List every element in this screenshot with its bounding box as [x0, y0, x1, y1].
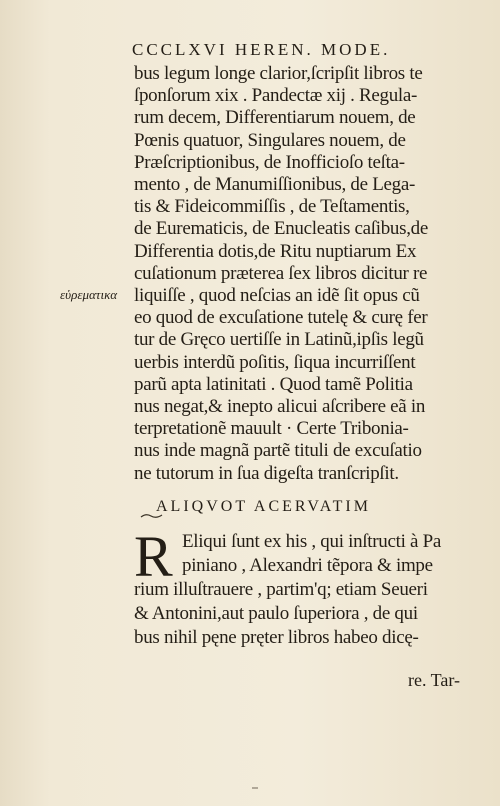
text-line: cuſationum præterea ſex libros dicitur re	[134, 262, 428, 284]
text-line: parũ apta latinitati . Quod tamẽ Politia	[134, 373, 413, 395]
text-line: nus negat,& inepto alicui aſcribere eã in	[134, 396, 426, 417]
text-line: Pœnis quatuor, Singulares nouem, de	[134, 129, 406, 151]
section-line: & Antonini,aut paulo ſuperiora , de qui	[134, 603, 418, 624]
text-line: nus inde magnã partẽ tituli de excuſatio	[134, 440, 422, 462]
text-line: Præſcriptionibus, de Inofficioſo teſta-	[134, 151, 405, 173]
text-line: bus legum longe clarior,ſcripſit libros te	[134, 63, 423, 84]
text-line: mento , de Manumiſſionibus, de Lega-	[134, 174, 416, 195]
ornament-mark	[140, 512, 164, 520]
text-line: Differentia dotis,de Ritu nuptiarum Ex	[134, 240, 417, 262]
text-line: uerbis interdũ poſitis, ſiqua incurriſſent	[134, 351, 416, 373]
text-line: terpretationẽ mauult · Certe Tribonia-	[134, 418, 409, 440]
section-line: piniano , Alexandri tẽpora & impe	[182, 555, 433, 576]
text-line: ſponſorum xix . Pandectæ xij . Regula-	[134, 85, 418, 107]
section-line: Eliqui ſunt ex his , qui inſtructi à Pa	[182, 531, 442, 552]
section-line: rium illuſtrauere , partim'q; etiam Seueri	[134, 579, 428, 600]
text-line: rum decem, Differentiarum nouem, de	[134, 107, 416, 129]
text-line: de Eurematicis, de Enucleatis caſibus,de	[134, 218, 428, 240]
text-line: tur de Gręco uertiſſe in Latinũ,ipſis legũ	[134, 329, 424, 351]
drop-initial: R	[134, 524, 173, 589]
catchword: re. Tar-	[408, 670, 461, 690]
section-heading: ALIQVOT ACERVATIM	[156, 498, 371, 515]
paper-speck	[252, 787, 258, 789]
text-line: eo quod de excuſatione tutelę & curę fer	[134, 307, 428, 329]
text-line: liquiſſe , quod neſcias an idẽ ſit opus cũ	[134, 285, 420, 306]
text-line: tis & Fideicommiſſis , de Teſtamentis,	[134, 196, 410, 218]
section-line: bus nihil pęne pręter libros habeo dicę-	[134, 627, 419, 648]
marginal-note: εὑρεματικα	[60, 287, 118, 302]
text-line: ne tutorum in ſua digeſta tranſcripſit.	[134, 462, 399, 484]
running-header: CCCLXVI HEREN. MODE.	[132, 40, 391, 59]
